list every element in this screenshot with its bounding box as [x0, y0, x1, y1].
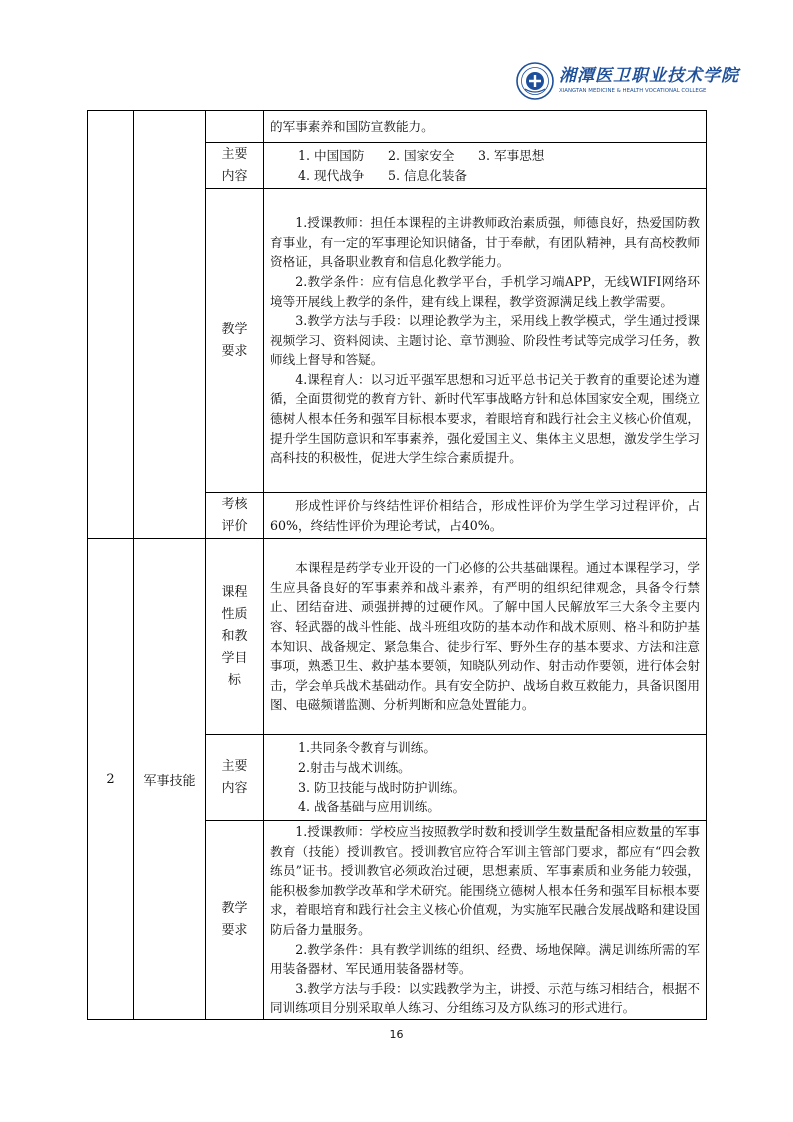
school-emblem-icon: [516, 62, 554, 100]
course1-content-cell: [264, 143, 707, 189]
course1-eval-text: 形成性评价与终结性评价相结合，形成性评价为学生学习过程评价，占60%，终结性评价为理论考试，占40%。: [270, 497, 700, 533]
course1-req-para: 3.教学方法与手段：以理论教学为主，采用线上教学模式，学生通过授课视频学习、资料阅读、主题讨论、章节测验、阶段性考试等完成学习任务，教师线上督导和答疑。: [270, 313, 700, 368]
course2-content-cell: [264, 735, 707, 821]
school-logo: [516, 62, 739, 108]
course1-goal-row: [88, 111, 707, 143]
course1-goal-label-cell: [206, 111, 264, 143]
school-name-en: XIANGTAN MEDICINE & HEALTH VOCATIONAL COLLEGE: [559, 88, 707, 94]
course1-req-para: 1.授课教师：担任本课程的主讲教师政治素质强，师德良好，热爱国防教育事业，有一定的军事理论知识储备，甘于奉献，有团队精神，具有高校教师资格证，具备职业教育和信息化教学能力。: [270, 215, 700, 270]
course2-name: 军事技能: [134, 539, 206, 1020]
course1-eval-cell: [264, 493, 707, 539]
course1-name-cell: [134, 111, 206, 539]
course2-goal-row: [88, 539, 707, 735]
course1-content-label: 主要内容: [206, 143, 264, 189]
course2-req-cell: [264, 821, 707, 1020]
course1-content-item: 2. 国家安全: [388, 147, 455, 163]
course2-req-para: 1.授课教师：学校应当按照教学时数和授训学生数量配备相应数量的军事教育（技能）授训教官。授训教官应符合军训主管部门要求，都应有“四会教练员”证书。授训教官必须政治过硬，思想素质、军事素质和业务能力较强，能积极参加教学改革和学术研究。能围绕立德树人根本任务和强军目标根本要求，着眼培育和践行社会主义核心价值观，为实施军民融合发展战略和建设国防后备力量服务。: [270, 824, 700, 937]
course1-content-item: 5. 信息化装备: [388, 167, 467, 183]
course2-goal-text: 本课程是药学专业开设的一门必修的公共基础课程。通过本课程学习，学生应具备良好的军事素养和战斗素养，有严明的组织纪律观念，具备令行禁止、团结奋进、顽强拼搏的过硬作风。了解中国人民解放军三大条令主要内容、轻武器的战斗性能、战斗班组攻防的基本动作和战术原则、格斗和防护基本知识、战备规定、紧急集合、徒步行军、野外生存的基本要求、方法和注意事项，熟悉卫生、救护基本要领，知晓队列动作、射击动作要领，进行体会射击，学会单兵战术基础动作。具有安全防护、战场自救互救能力，具备识图用图、电磁频谱监测、分析判断和应急处置能力。: [270, 560, 700, 713]
course2-index: 2: [88, 539, 134, 1020]
course1-index-cell: [88, 111, 134, 539]
school-name-cn: 湘潭医卫职业技术学院: [559, 66, 739, 86]
course1-content-item: 4. 现代战争: [298, 167, 365, 183]
course1-goal-cell: [264, 111, 707, 143]
course1-req-para: 4.课程育人：以习近平强军思想和习近平总书记关于教育的重要论述为遵循，全面贯彻党的教育方针、新时代军事战略方针和总体国家安全观，围绕立德树人根本任务和强军目标根本要求，着眼培育和践行社会主义核心价值观，提升学生国防意识和军事素养，强化爱国主义、集体主义思想，激发学生学习高科技的积极性，促进大学生综合素质提升。: [270, 371, 700, 466]
course1-req-label: 教学要求: [206, 189, 264, 493]
course1-content-item: 3. 军事思想: [478, 147, 545, 163]
course2-content-label: 主要内容: [206, 735, 264, 821]
course2-content-item: 2.射击与战术训练。: [298, 759, 411, 775]
page-number: 16: [389, 1028, 404, 1041]
course2-content-item: 1.共同条令教育与训练。: [298, 740, 436, 756]
course1-eval-label: 考核评价: [206, 493, 264, 539]
course1-content-item: 1. 中国国防: [298, 147, 365, 163]
course2-req-label: 教学要求: [206, 821, 264, 1020]
course1-req-cell: [264, 189, 707, 493]
course2-goal-cell: [264, 539, 707, 735]
course2-content-item: 4. 战备基础与应用训练。: [298, 799, 440, 815]
course2-req-para: 2.教学条件：具有教学训练的组织、经费、场地保障。满足训练所需的军用装备器材、军民通用装备器材等。: [270, 941, 700, 977]
course1-goal-tail: 的军事素养和国防宣教能力。: [270, 118, 434, 134]
course2-goal-label: 课程性质和教学目标: [206, 539, 264, 735]
course2-content-item: 3. 防卫技能与战时防护训练。: [298, 779, 466, 795]
course1-req-para: 2.教学条件：应有信息化教学平台，手机学习端APP，无线WIFI网络环境等开展线上教学的条件，建有线上课程，教学资源满足线上教学需要。: [270, 273, 700, 309]
course2-req-para: 3.教学方法与手段：以实践教学为主，讲授、示范与练习相结合，根据不同训练项目分别采取单人练习、分组练习及方队练习的形式进行。: [270, 980, 700, 1016]
course-table: [87, 110, 707, 1020]
